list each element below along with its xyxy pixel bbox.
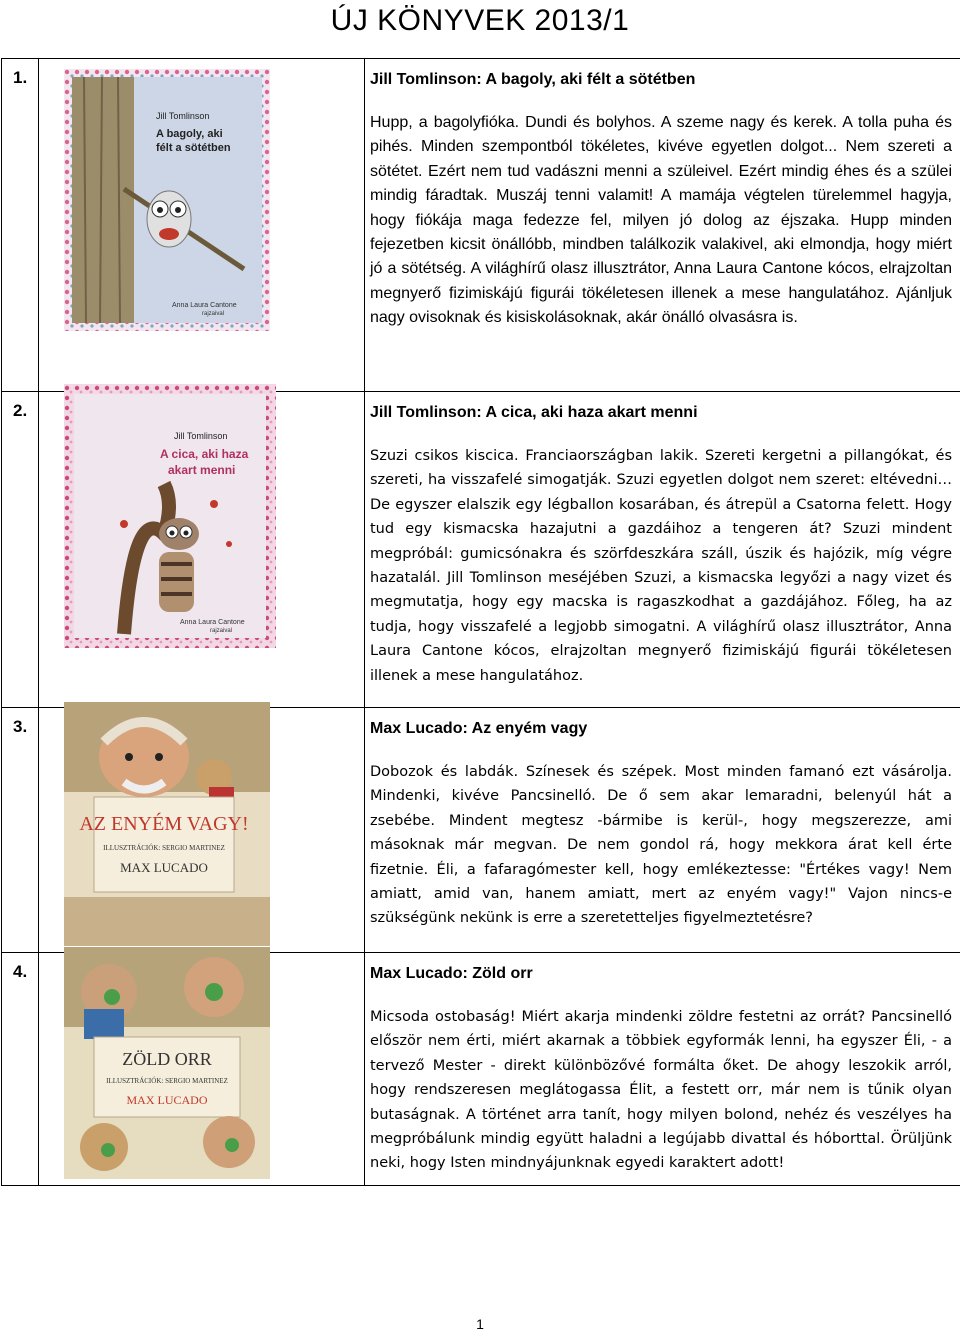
cover-title-line: félt a sötétben (156, 142, 231, 154)
cover-title-line: ZÖLD ORR (122, 1049, 212, 1069)
book-number: 4. (2, 953, 38, 982)
book-title: Jill Tomlinson: A bagoly, aki félt a sötétben (365, 59, 960, 95)
book-number: 3. (2, 708, 38, 737)
books-table (1, 58, 960, 1186)
book-row-4 (2, 953, 960, 1186)
cover-author: Jill Tomlinson (174, 431, 227, 441)
book-description: Hupp, a bagolyfióka. Dundi és bolyhos. A szeme nagy és kerek. A tolla puha és pihés. Minden szempontból tökéletes, kivéve egyetlen dolgot... Nem szereti a sötétet. Ezért nem tud vadászni menni a szüleivel. Ezért mindig éhes és a szülei mindig fáradtak. Muszáj tenni valamit! A mamája végtelen türelemmel hagyja, hogy fiókája maga fedezze fel, milyen jó dolog az éjszaka. Hupp minden fejezetben kicsit önállóbb, mindben találkozik valakivel, aki elmondja, hogy miért jó a sötétség. A világhírű olasz illusztrátor, Anna Laura Cantone kócos, elrajzoltan megnyerő fizimiskájú figurái tökéletesen illenek a mese hangulatához. Ajánljuk nagy ovisoknak és kisiskolásoknak, akár önálló olvasásra is. (365, 95, 960, 331)
cover-author: Jill Tomlinson (156, 111, 209, 121)
book-title: Jill Tomlinson: A cica, aki haza akart menni (365, 392, 960, 428)
book-cover-az-enyem-vagy[interactable] (64, 702, 364, 951)
page-title: ÚJ KÖNYVEK 2013/1 (0, 4, 960, 38)
book-number: 2. (2, 392, 38, 421)
cover-illustrator: Anna Laura Cantone (172, 302, 237, 309)
cover-title-line: AZ ENYÉM VAGY! (79, 812, 248, 835)
cover-illustrator-role: rajzaival (210, 628, 232, 634)
cover-title-line: A cica, aki haza (160, 447, 249, 461)
page-number: 1 (0, 1316, 960, 1332)
book-title: Max Lucado: Zöld orr (365, 953, 960, 989)
book-description: Dobozok és labdák. Színesek és szépek. Most minden famanó ezt vásárolja. Mindenki, kivéve Pancsinelló. De ő sem akar lemaradni, belenyúl hát a zsebébe. Mindent megtesz -bármibe is kerül-, hogy megszerezze, ami másoknak már megvan. De nem gondol rá, hogy mekkora árat kell érte fizetnie. Éli, a fafaragómester kell, hogy emlékeztesse: "Értékes vagy! Nem amiatt, amid van, hanem amiatt, mert az enyém vagy!" Vajon nincs-e szükségünk nekünk is erre a szeretetteljes figyelmeztetésre? (365, 744, 960, 931)
cover-illustrator: ILLUSZTRÁCIÓK: SERGIO MARTINEZ (106, 1077, 228, 1085)
cover-illustrator: Anna Laura Cantone (180, 619, 245, 626)
cover-author: MAX LUCADO (127, 1093, 208, 1107)
book-description: Szuzi csikos kiscica. Franciaországban lakik. Szereti kergetni a pillangókat, és szereti, ha visszafelé simogatják. Szuzi egyetlen dolgot nem szeret: eltévedni… De egyszer elalszik egy légballon kosarában, és átrepül a Csatorna felett. Hogy tud egy kismacska hazajutni a gazdáihoz a tengeren át? Szuzi mindent megpróbál: gumicsónakra és szörfdeszkára száll, úszik és hajózik, míg végre hazatalál. Jill Tomlinson meséjében Szuzi, a kismacska legyőzi a nagy vizet és megmutatja, hogy egy macska is ragaszkodhat a gazdájához. Főleg, ha az tudja, hogy visszafelé a legjobb simogatni. A világhírű olasz illusztrátor, Anna Laura Cantone kócos, elrajzoltan megnyerő fizimiskájú figurái tökéletesen illenek a mese hangulatához. (365, 428, 960, 688)
book-number: 1. (2, 59, 38, 88)
book-row-2 (2, 392, 960, 708)
book-cover-cat[interactable] (64, 384, 364, 653)
cover-illustrator-role: rajzaival (202, 311, 224, 317)
book-row-3 (2, 708, 960, 953)
cover-title-line: A bagoly, aki (156, 128, 223, 140)
book-description: Micsoda ostobaság! Miért akarja mindenki zöldre festetni az orrát? Pancsinelló először nem érti, miért akarnak a többiek egyformák lenni, ha egyszer Éli, - a tervező Mester - direkt különbözővé formálta őket. De ahogy leszokik arról, hogy rendszeresen meglátogassa Élit, a festett orr, már nem is tűnik olyan butaságnak. A történet arra tanít, hogy milyen bolond, nehéz és veszélyes ha megpróbálunk mindig együtt haladni a legújabb divattal és hóborttal. Örüljünk neki, hogy Isten mindnyájunknak egyedi karaktert adott! (365, 989, 960, 1176)
cover-illustrator: ILLUSZTRÁCIÓK: SERGIO MARTINEZ (103, 844, 225, 852)
cover-author: MAX LUCADO (120, 860, 208, 875)
book-cover-zold-orr[interactable] (64, 947, 364, 1184)
cover-title-line: akart menni (168, 463, 235, 477)
book-cover-owl[interactable] (64, 69, 364, 336)
book-title: Max Lucado: Az enyém vagy (365, 708, 960, 744)
book-row-1 (2, 59, 960, 392)
